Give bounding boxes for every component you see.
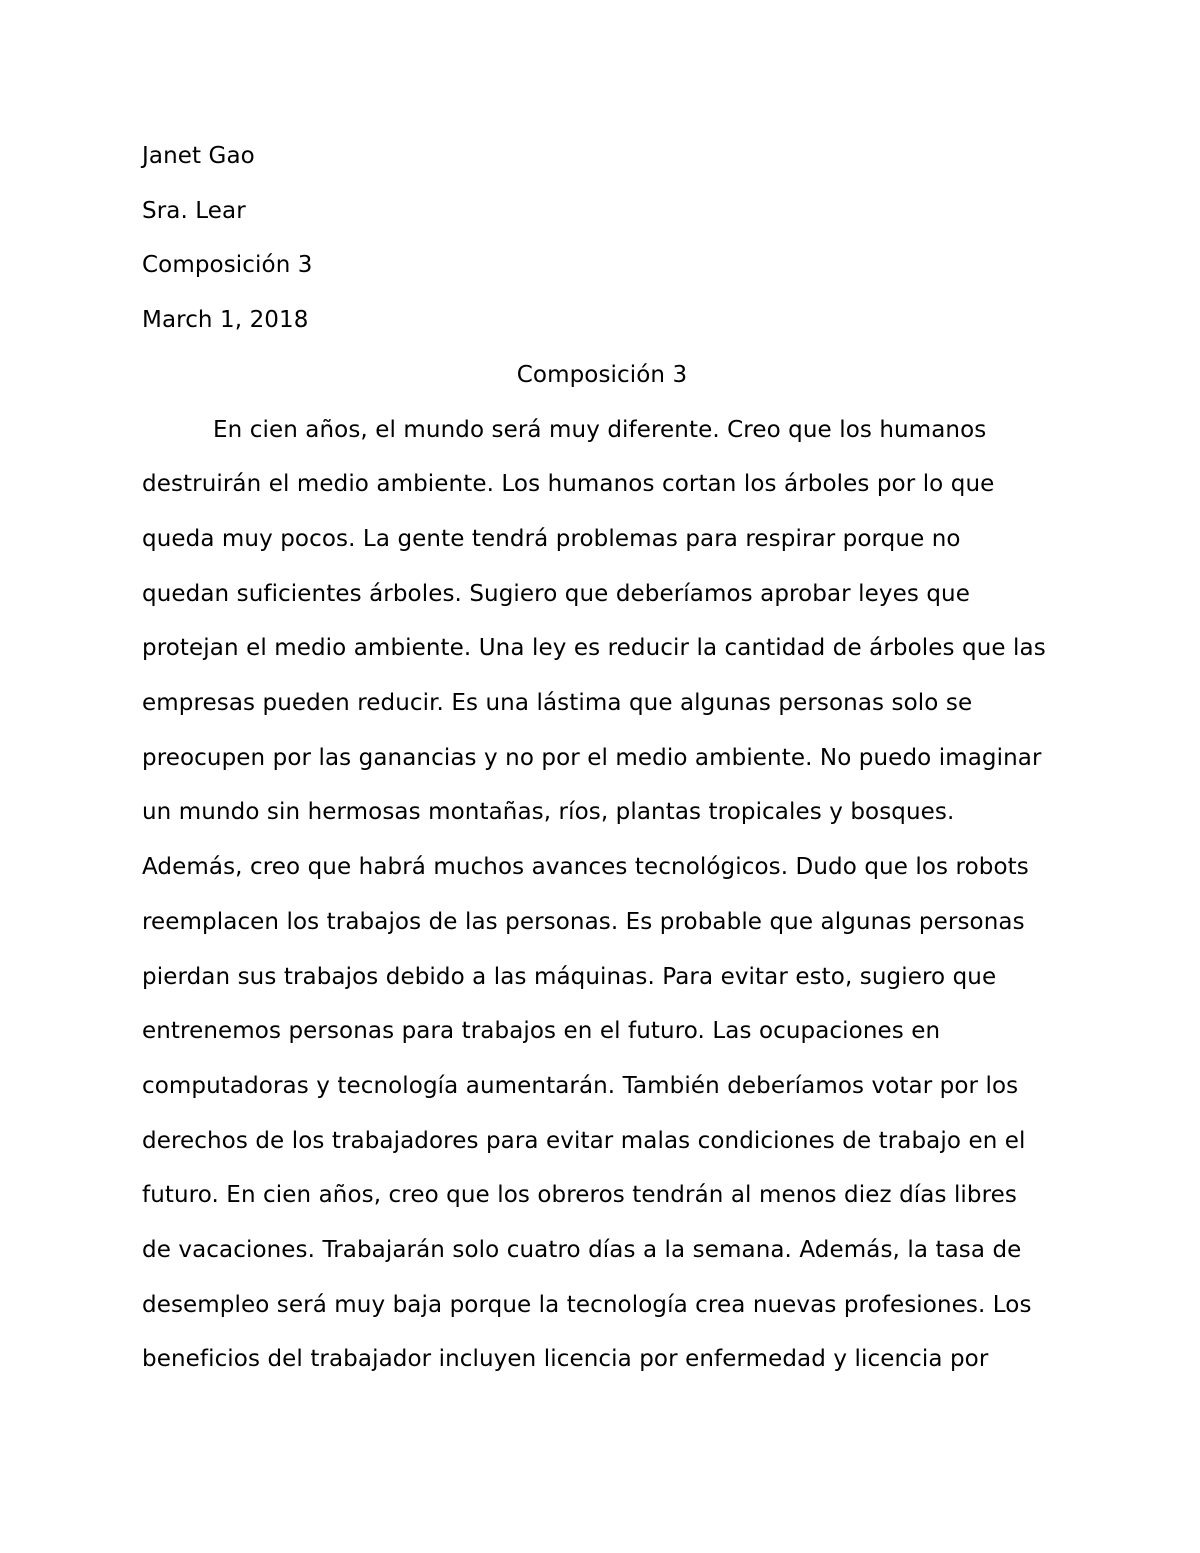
teacher-name: Sra. Lear	[142, 197, 246, 224]
paragraph-line: un mundo sin hermosas montañas, ríos, plantas tropicales y bosques.	[142, 799, 955, 826]
document-date: March 1, 2018	[142, 307, 309, 334]
paragraph-line: reemplacen los trabajos de las personas. Es probable que algunas personas	[142, 908, 1025, 935]
paragraph-line: protejan el medio ambiente. Una ley es reducir la cantidad de árboles que las	[142, 635, 1046, 662]
paragraph-line: derechos de los trabajadores para evitar malas condiciones de trabajo en el	[142, 1127, 1026, 1154]
paragraph-line: destruirán el medio ambiente. Los humanos cortan los árboles por lo que	[142, 471, 995, 498]
assignment-name: Composición 3	[142, 252, 313, 279]
paragraph-line: entrenemos personas para trabajos en el futuro. Las ocupaciones en	[142, 1018, 941, 1045]
paragraph-line: computadoras y tecnología aumentarán. También deberíamos votar por los	[142, 1072, 1019, 1099]
paragraph-line: de vacaciones. Trabajarán solo cuatro días a la semana. Además, la tasa de	[142, 1237, 1022, 1264]
paragraph-line: empresas pueden reducir. Es una lástima que algunas personas solo se	[142, 690, 973, 717]
paragraph-line: En cien años, el mundo será muy diferente. Creo que los humanos	[213, 416, 987, 443]
paragraph-line: pierdan sus trabajos debido a las máquinas. Para evitar esto, sugiero que	[142, 963, 997, 990]
paragraph-line: Además, creo que habrá muchos avances tecnológicos. Dudo que los robots	[142, 854, 1029, 881]
paragraph-line: desempleo será muy baja porque la tecnología crea nuevas profesiones. Los	[142, 1291, 1032, 1318]
essay-body	[142, 403, 1062, 1388]
paragraph-line: preocupen por las ganancias y no por el medio ambiente. No puedo imaginar	[142, 744, 1042, 771]
paragraph-line: beneficios del trabajador incluyen licencia por enfermedad y licencia por	[142, 1346, 989, 1373]
student-name: Janet Gao	[142, 143, 255, 169]
document-title: Composición 3	[516, 361, 688, 388]
paragraph-line: quedan suficientes árboles. Sugiero que deberíamos aprobar leyes que	[142, 580, 970, 607]
document-text	[142, 129, 1062, 1387]
paragraph-line: queda muy pocos. La gente tendrá problemas para respirar porque no	[142, 525, 961, 552]
paragraph-line: futuro. En cien años, creo que los obreros tendrán al menos diez días libres	[142, 1182, 1018, 1209]
